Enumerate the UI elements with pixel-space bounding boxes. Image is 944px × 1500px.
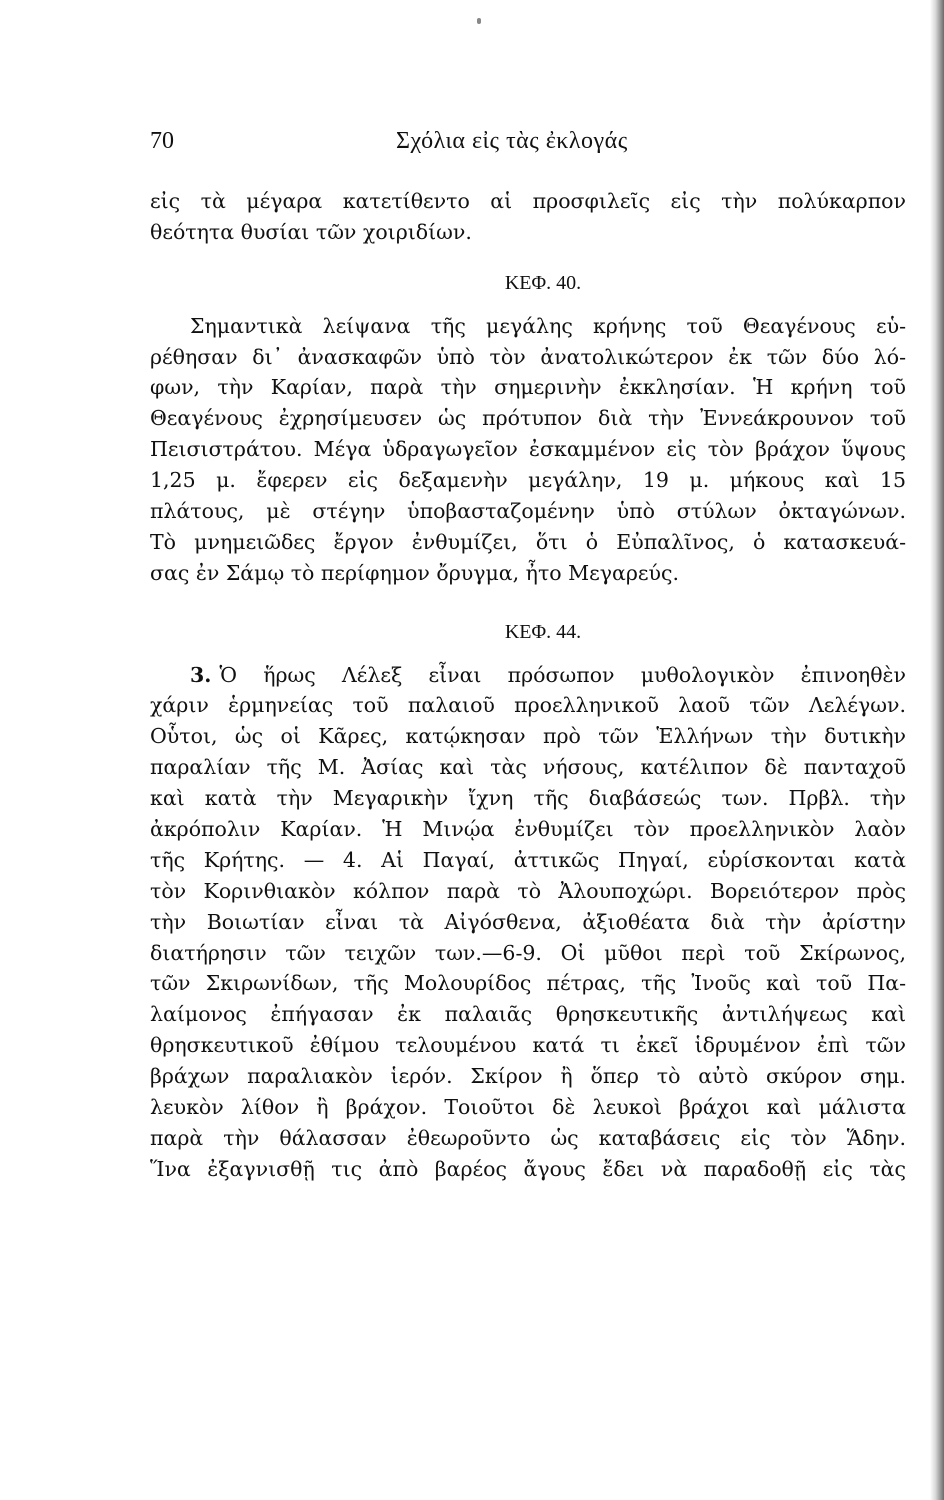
- print-speck: [477, 18, 481, 24]
- text-line: πλάτους, μὲ στέγην ὑποβασταζομένην ὑπὸ στύλων ὀκταγώνων.: [150, 499, 906, 524]
- note-marker: 3.: [190, 662, 212, 687]
- text-line-content: Ὁ ἥρως Λέλεξ εἶναι πρόσωπον μυθολογικὸν ἐπινοηθὲν: [219, 662, 906, 687]
- text-line: λευκὸν λίθον ἢ βράχον. Τοιοῦτοι δὲ λευκοὶ βράχοι καὶ μάλιστα: [150, 1095, 906, 1120]
- text-line: τὴν Βοιωτίαν εἶναι τὰ Αἰγόσθενα, ἀξιοθέατα διὰ τὴν ἀρίστην: [150, 909, 906, 934]
- text-line: σας ἐν Σάμῳ τὸ περίφημον ὄρυγμα, ἦτο Μεγαρεύς.: [150, 560, 679, 585]
- text-line: καὶ κατὰ τὴν Μεγαρικὴν ἴχνη τῆς διαβάσεώς των. Πρβλ. τὴν: [150, 786, 906, 811]
- text-line: τῶν Σκιρωνίδων, τῆς Μολουρίδος πέτρας, τῆς Ἰνοῦς καὶ τοῦ Πα-: [150, 971, 906, 996]
- text-line: τῆς Κρήτης. — 4. Αἱ Παγαί, ἀττικῶς Πηγαί, εὑρίσκονται κατὰ: [150, 847, 906, 872]
- chapter-heading-44: ΚΕΦ. 44.: [504, 620, 582, 643]
- text-line: Ἵνα ἐξαγνισθῇ τις ἀπὸ βαρέος ἄγους ἔδει νὰ παραδοθῇ εἰς τὰς: [150, 1156, 906, 1181]
- text-line: ἀκρόπολιν Καρίαν. Ἡ Μινῴα ἐνθυμίζει τὸν προελληνικὸν λαὸν: [150, 817, 906, 842]
- page-number: 70: [150, 128, 174, 154]
- body-text: [150, 186, 906, 1185]
- text-line: διατήρησιν τῶν τειχῶν των.—6-9. Οἱ μῦθοι περὶ τοῦ Σκίρωνος,: [150, 940, 906, 965]
- page-edge-shadow: [930, 0, 944, 1500]
- text-line: Θεαγένους ἐχρησίμευσεν ὡς πρότυπον διὰ τὴν Ἐννεάκρουνον τοῦ: [150, 406, 906, 431]
- text-line: λαίμονος ἐπήγασαν ἐκ παλαιᾶς θρησκευτικῆς ἀντιλήψεως καὶ: [150, 1002, 906, 1027]
- text-line: παραλίαν τῆς Μ. Ἀσίας καὶ τὰς νήσους, κατέλιπον δὲ πανταχοῦ: [150, 755, 906, 780]
- text-line: Οὗτοι, ὡς οἱ Κᾶρες, κατῴκησαν πρὸ τῶν Ἑλλήνων τὴν δυτικὴν: [150, 724, 906, 749]
- text-line: βράχων παραλιακὸν ἱερόν. Σκίρον ἢ ὅπερ τὸ αὐτὸ σκύρον σημ.: [150, 1064, 906, 1089]
- text-line: φων, τὴν Καρίαν, παρὰ τὴν σημερινὴν ἐκκλησίαν. Ἡ κρήνη τοῦ: [150, 375, 906, 400]
- chapter-heading-40: ΚΕΦ. 40.: [504, 271, 582, 294]
- text-line: θρησκευτικοῦ ἐθίμου τελουμένου κατά τι ἐκεῖ ἱδρυμένον ἐπὶ τῶν: [150, 1033, 906, 1058]
- page-header: [150, 128, 656, 162]
- text-line: θεότητα θυσίαι τῶν χοιριδίων.: [150, 219, 472, 244]
- text-line: τὸν Κορινθιακὸν κόλπον παρὰ τὸ Ἀλουποχώρι. Βορειότερον πρὸς: [150, 878, 906, 903]
- text-line: Τὸ μνημειῶδες ἔργον ἐνθυμίζει, ὅτι ὁ Εὐπαλῖνος, ὁ κατασκευά-: [150, 529, 906, 554]
- running-title: Σχόλια εἰς τὰς ἐκλογάς: [396, 128, 628, 154]
- text-line: Σημαντικὰ λείψανα τῆς μεγάλης κρήνης τοῦ Θεαγένους εὑ-: [190, 313, 906, 338]
- text-line: ρέθησαν δι᾿ ἀνασκαφῶν ὑπὸ τὸν ἀνατολικώτερον ἐκ τῶν δύο λό-: [150, 344, 906, 369]
- text-line: χάριν ἑρμηνείας τοῦ παλαιοῦ προελληνικοῦ λαοῦ τῶν Λελέγων.: [150, 693, 906, 718]
- text-line: εἰς τὰ μέγαρα κατετίθεντο αἱ προσφιλεῖς εἰς τὴν πολύκαρπον: [150, 189, 906, 213]
- text-line: Πεισιστράτου. Μέγα ὑδραγωγεῖον ἐσκαμμένον εἰς τὸν βράχον ὕψους: [150, 437, 906, 462]
- text-line: παρὰ τὴν θάλασσαν ἐθεωροῦντο ὡς καταβάσεις εἰς τὸν Ἅδην.: [150, 1125, 906, 1150]
- text-line: 1,25 μ. ἔφερεν εἰς δεξαμενὴν μεγάλην, 19 μ. μήκους καὶ 15: [150, 468, 906, 493]
- text-line: [150, 660, 906, 691]
